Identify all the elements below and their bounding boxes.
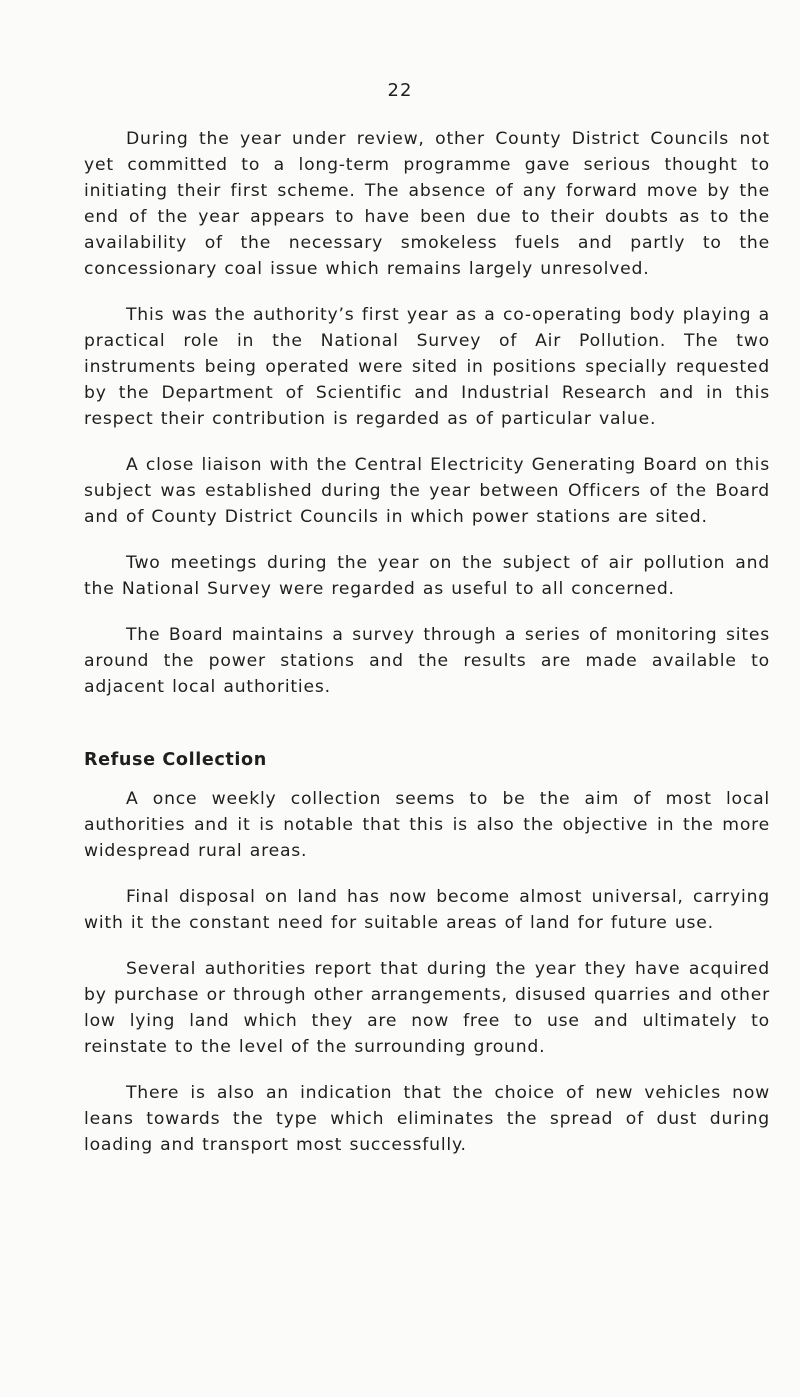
paragraph-disused-quarries: Several authorities report that during the year they have acquired by purchase or through other arrangements, disused quarries and other low lying land which they are now free to use and ultimately to reinstate to the level of the surrounding ground. <box>84 959 770 1057</box>
section-heading-refuse-collection: Refuse Collection <box>84 750 267 770</box>
paragraph-electricity-board-liaison: A close liaison with the Central Electricity Generating Board on this subject was established during the year between Officers of the Board and of County District Councils in which power stations are sited. <box>84 455 770 527</box>
page-body <box>84 126 770 1158</box>
paragraph-final-disposal: Final disposal on land has now become almost universal, carrying with it the constant need for suitable areas of land for future use. <box>84 887 770 933</box>
paragraph-monitoring-sites: The Board maintains a survey through a series of monitoring sites around the power stations and the results are made available to adjacent local authorities. <box>84 625 770 697</box>
paragraph-air-pollution-meetings: Two meetings during the year on the subject of air pollution and the National Survey were regarded as useful to all concerned. <box>84 553 770 599</box>
page-number: 22 <box>387 80 413 101</box>
paragraph-new-vehicles: There is also an indication that the choice of new vehicles now leans towards the type which eliminates the spread of dust during loading and transport most successfully. <box>84 1083 770 1155</box>
paragraph-smokeless-fuels: During the year under review, other County District Councils not yet committed to a long-term programme gave serious thought to initiating their first scheme. The absence of any forward move by the end of the year appears to have been due to their doubts as to the availability of the necessary smokeless fuels and partly to the concessionary coal issue which remains largely unresolved. <box>84 129 770 279</box>
paragraph-national-survey: This was the authority’s first year as a co-operating body playing a practical role in the National Survey of Air Pollution. The two instruments being operated were sited in positions specially requested by the Department of Scientific and Industrial Research and in this respect their contribution is regarded as of particular value. <box>84 305 770 429</box>
paragraph-weekly-collection: A once weekly collection seems to be the aim of most local authorities and it is notable that this is also the objective in the more widespread rural areas. <box>84 789 770 861</box>
